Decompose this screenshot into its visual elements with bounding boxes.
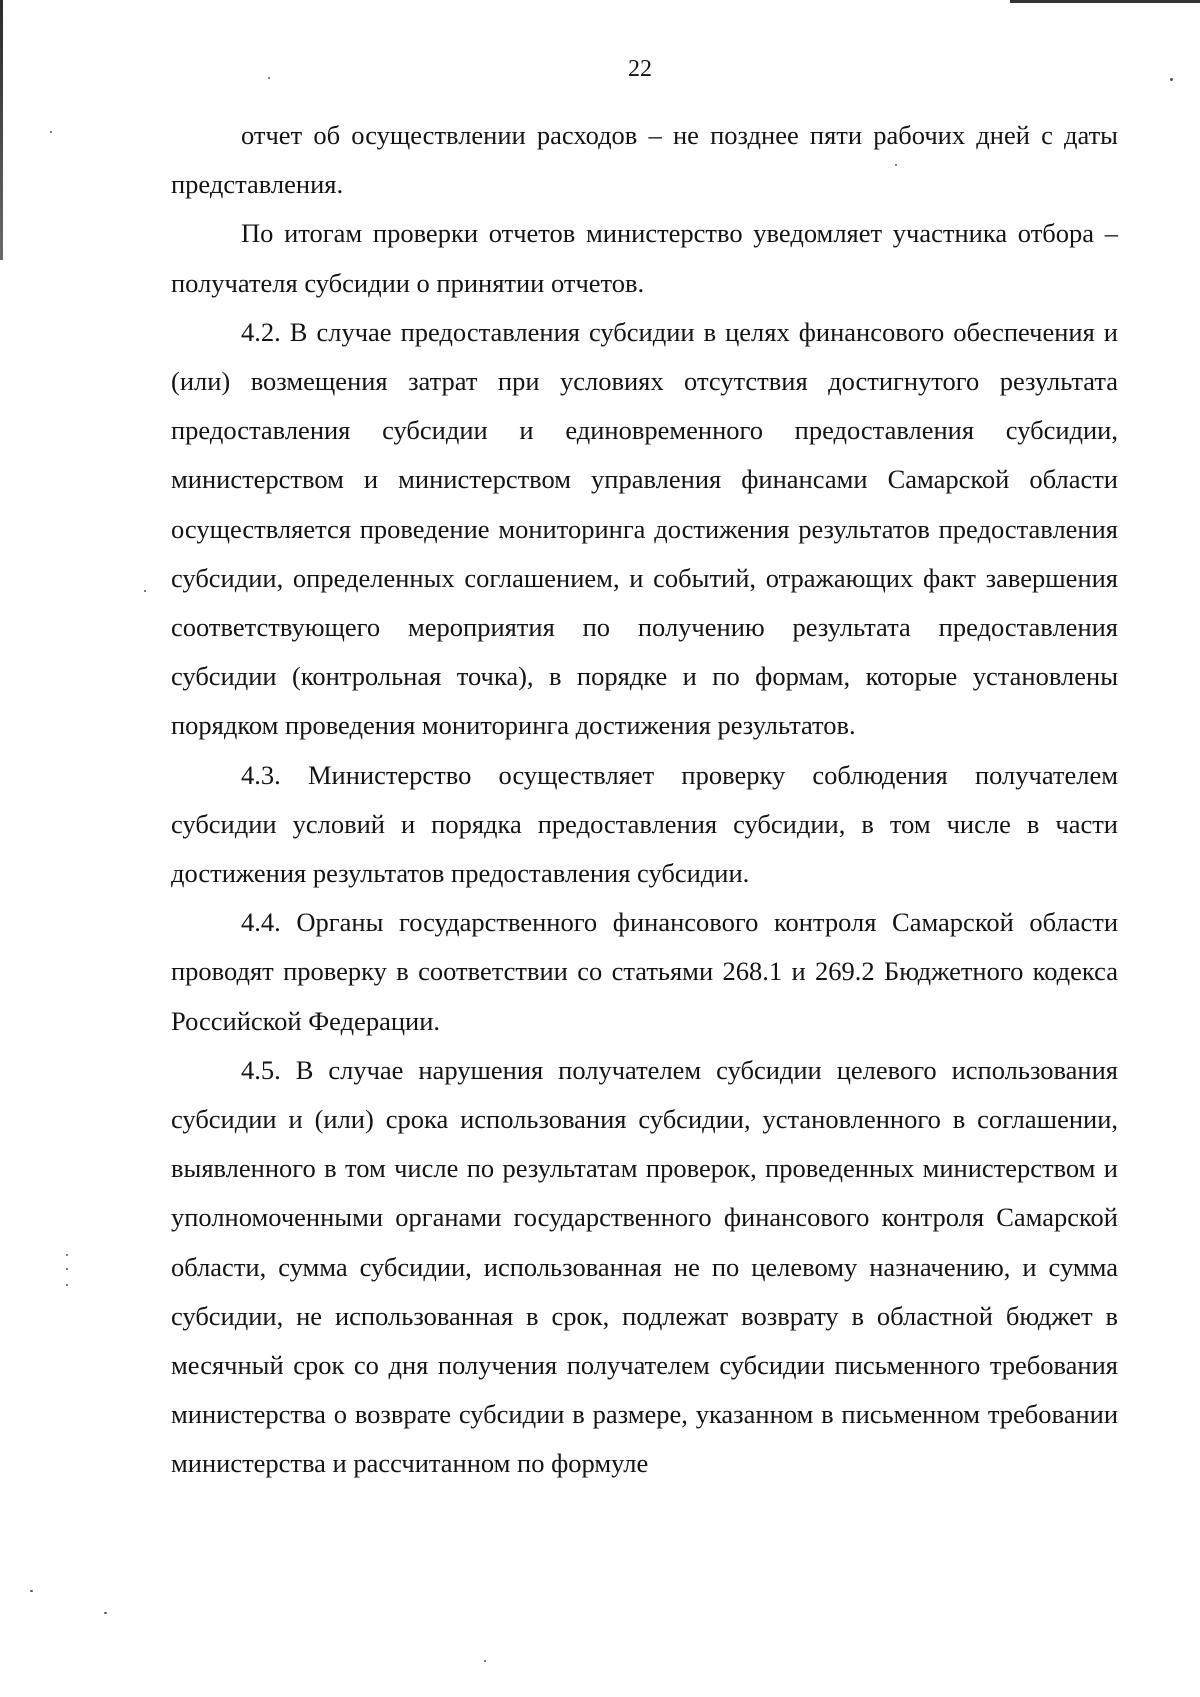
scan-speck (484, 1660, 486, 1662)
scan-speck (66, 1254, 68, 1256)
scan-speck (66, 1284, 68, 1286)
scan-speck (30, 1590, 33, 1592)
paragraph: По итогам проверки отчетов министерство уведомляет участника отбора – получателя субсидии о принятии отчетов. (171, 218, 1118, 298)
scan-edge-left (0, 0, 3, 260)
page-number: 22 (628, 56, 652, 82)
paragraph: 4.3. Министерство осуществляет проверку соблюдения получателем субсидии условий и порядка предоставления субсидии, в том числе в части достижения результатов предоставления субсидии. (171, 759, 1118, 889)
document-body (171, 111, 1118, 1489)
scan-speck (144, 590, 146, 592)
scan-speck (50, 131, 52, 133)
scan-edge-top (1010, 0, 1200, 3)
paragraph: 4.4. Органы государственного финансового контроля Самарской области проводят проверку в соответствии со статьями 268.1 и 269.2 Бюджетного кодекса Российской Федерации. (171, 907, 1118, 1036)
paragraph: отчет об осуществлении расходов – не позднее пяти рабочих дней с даты представления. (171, 120, 1118, 200)
scan-speck (66, 1268, 68, 1270)
paragraph: 4.2. В случае предоставления субсидии в целях финансового обеспечения и (или) возмещения затрат при условиях отсутствия достигнутого результата предоставления субсидии и единовременного предоставления субсидии, министерством и министерством управления финансами Самарской области осуществляется проведение мониторинга достижения результатов предоставления субсидии, определенных соглашением, и событий, отражающих факт завершения соответствующего мероприятия по получению результата предоставления субсидии (контрольная точка), в порядке и по формам, которые установлены порядком проведения мониторинга достижения результатов. (171, 316, 1118, 741)
scan-speck (104, 1612, 107, 1614)
paragraph: 4.5. В случае нарушения получателем субсидии целевого использования субсидии и (или) срока использования субсидии, установленного в соглашении, выявленного в том числе по результатам проверок, проведенных министерством и уполномоченными органами государственного финансового контроля Самарской области, сумма субсидии, использованная не по целевому назначению, и сумма субсидии, не использованная в срок, подлежат возврату в областной бюджет в месячный срок со дня получения получателем субсидии письменного требования министерства о возврате субсидии в размере, указанном в письменном требовании министерства и рассчитанном по формуле (171, 1054, 1118, 1479)
